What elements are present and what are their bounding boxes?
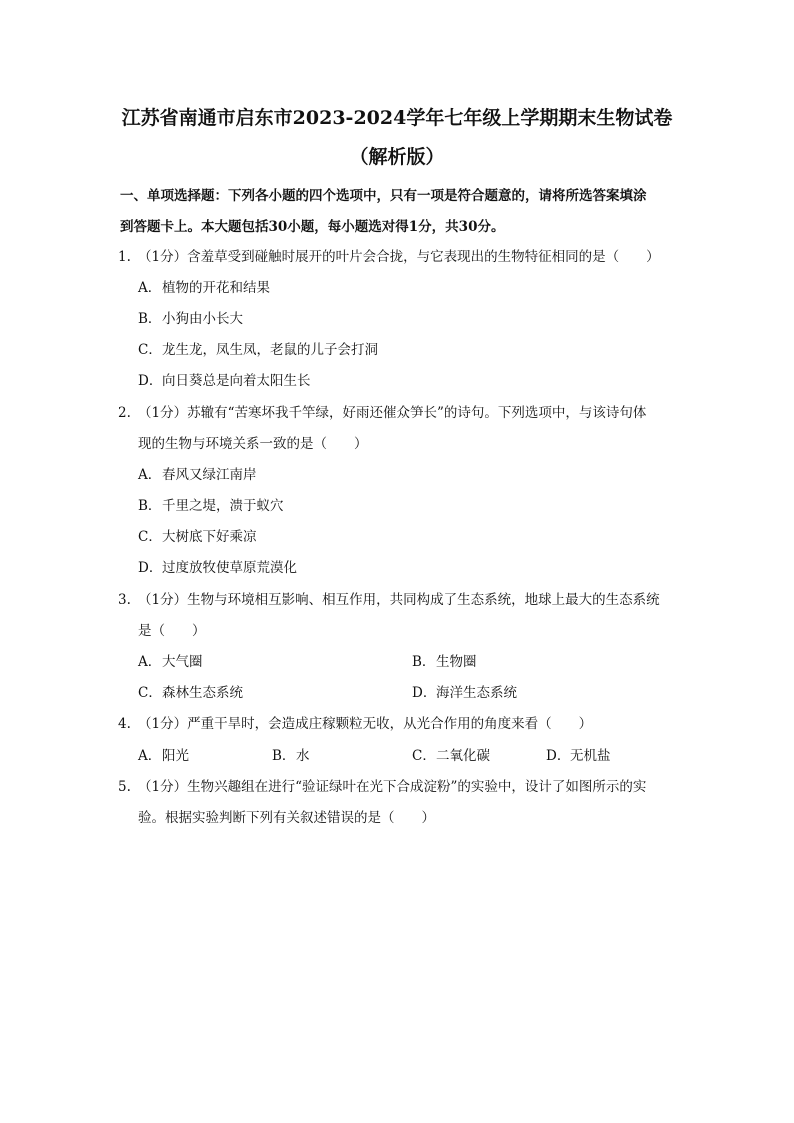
question-text: （1分）生物与环境相互影响、相互作用，共同构成了生态系统，地球上最大的生态系统 (138, 592, 660, 608)
question-number: 1. (118, 249, 131, 265)
question-3-option-a: A．大气圈 (138, 654, 203, 670)
question-2 (118, 398, 680, 460)
question-stem (118, 709, 680, 740)
question-number: 4. (118, 716, 131, 732)
question-3-option-b: B．生物圈 (412, 654, 477, 670)
question-text-continued: 是（ ） (138, 623, 206, 639)
question-text: （1分）苏辙有“苦寒坏我千竿绿，好雨还催众笋长”的诗句。下列选项中，与该诗句体 (138, 405, 647, 421)
question-1-option-d: D．向日葵总是向着太阳生长 (138, 373, 311, 389)
question-4 (118, 709, 680, 740)
question-3-option-d: D．海洋生态系统 (412, 685, 517, 701)
question-stem (118, 242, 680, 273)
question-number: 2. (118, 405, 131, 421)
question-number: 5. (118, 779, 131, 795)
question-3-option-c: C．森林生态系统 (138, 685, 243, 701)
question-stem (118, 585, 680, 616)
question-2-option-a: A．春风又绿江南岸 (138, 467, 257, 483)
question-2-option-d: D．过度放牧使草原荒漠化 (138, 560, 297, 576)
question-text-continued: 现的生物与环境关系一致的是（ ） (138, 436, 368, 452)
question-1-option-a: A．植物的开花和结果 (138, 280, 270, 296)
question-text-continued: 验。根据实验判断下列有关叙述错误的是（ ） (138, 810, 435, 826)
question-text: （1分）含羞草受到碰触时展开的叶片会合拢，与它表现出的生物特征相同的是（ ） (138, 249, 660, 265)
question-4-option-d: D．无机盐 (546, 748, 611, 764)
section-instructions (120, 181, 680, 243)
section-instructions-line1: 一、单项选择题：下列各小题的四个选项中，只有一项是符合题意的，请将所选答案填涂 (120, 188, 647, 204)
question-1-option-b: B．小狗由小长大 (138, 311, 243, 327)
question-text: （1分）严重干旱时，会造成庄稼颗粒无收，从光合作用的角度来看（ ） (138, 716, 593, 732)
question-stem (118, 772, 680, 803)
question-4-option-a: A．阳光 (138, 748, 189, 764)
question-text: （1分）生物兴趣组在进行“验证绿叶在光下合成淀粉”的实验中，设计了如图所示的实 (138, 779, 647, 795)
document-subtitle: （解析版） (349, 146, 445, 168)
question-5 (118, 772, 680, 834)
question-3 (118, 585, 680, 647)
question-2-option-c: C．大树底下好乘凉 (138, 529, 257, 545)
question-2-option-b: B．千里之堤，溃于蚁穴 (138, 498, 284, 514)
question-4-option-c: C．二氧化碳 (412, 748, 490, 764)
question-1 (118, 242, 680, 273)
document-title: 江苏省南通市启东市2023-2024学年七年级上学期期末生物试卷 (121, 107, 673, 129)
section-instructions-line2: 到答题卡上。本大题包括30小题，每小题选对得1分，共30分。 (120, 219, 505, 235)
question-4-option-b: B．水 (272, 748, 310, 764)
question-number: 3. (118, 592, 131, 608)
question-1-option-c: C．龙生龙，凤生凤，老鼠的儿子会打洞 (138, 342, 378, 358)
question-stem (118, 398, 680, 429)
